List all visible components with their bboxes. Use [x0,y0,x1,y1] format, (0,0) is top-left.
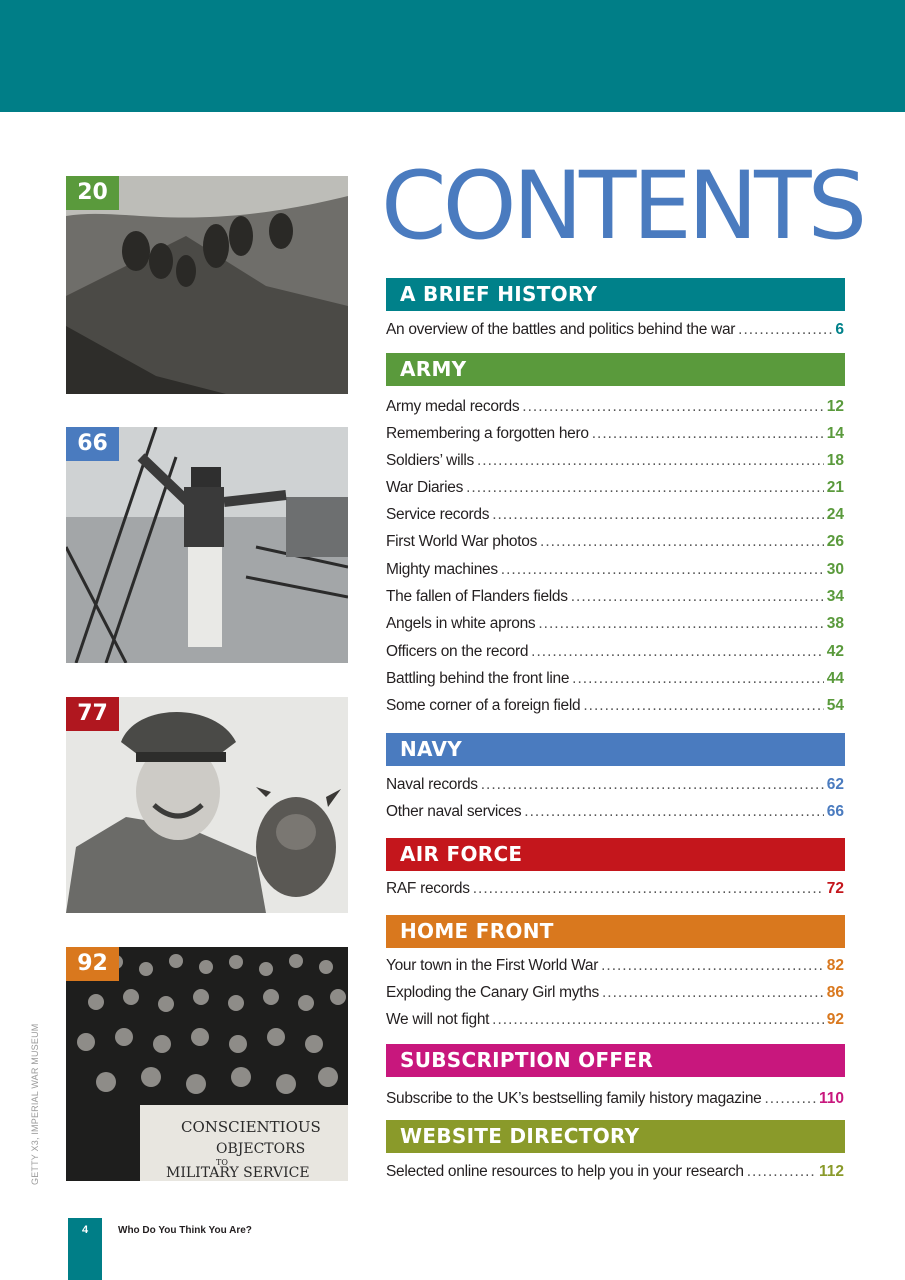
toc-item-title: Naval records [386,776,478,793]
toc-item-title: War Diaries [386,479,464,496]
sign-line-2: OBJECTORS [216,1141,306,1157]
dot-leader [473,877,824,901]
photo-badge: 77 [66,697,119,731]
toc-item[interactable] [386,877,844,901]
toc-item-title: Officers on the record [386,643,529,660]
footer-page-number: 4 [81,1224,89,1236]
toc-item-page: 54 [826,697,844,714]
dot-leader [572,667,824,691]
dot-leader [501,558,824,582]
toc-item[interactable] [386,318,844,342]
photo-credit: GETTY X3, IMPERIAL WAR MUSEUM [30,1023,40,1185]
toc-item-page: 38 [826,615,844,632]
toc-item-page: 86 [826,984,844,1001]
sign-line-4: MILITARY SERVICE [166,1165,310,1181]
toc-item-page: 44 [826,670,844,687]
toc-item-page: 12 [826,398,844,415]
section-header-home-front: HOME FRONT [386,915,845,948]
toc-item[interactable] [386,395,844,419]
section-header-a-brief-history: A BRIEF HISTORY [386,278,845,311]
dot-leader [524,800,823,824]
toc-item-page: 66 [826,803,844,820]
toc-item-title: Mighty machines [386,561,498,578]
section-header-navy: NAVY [386,733,845,766]
toc-item-page: 30 [826,561,844,578]
toc-item-page: 82 [826,957,844,974]
toc-item-title: Soldiers’ wills [386,452,474,469]
toc-item-title: First World War photos [386,533,538,550]
toc-item-page: 110 [818,1090,844,1107]
toc-item[interactable] [386,981,844,1005]
toc-item[interactable] [386,1160,844,1184]
toc-item-page: 18 [826,452,844,469]
toc-item-title: Other naval services [386,803,522,820]
photo-badge: 66 [66,427,119,461]
dot-leader [477,449,824,473]
toc-item[interactable] [386,954,844,978]
dot-leader [466,476,824,500]
dot-leader [583,694,823,718]
toc-item[interactable] [386,449,844,473]
dot-leader [602,981,824,1005]
dot-leader [592,422,824,446]
photo-conscientious-objectors [66,947,348,1181]
toc-item[interactable] [386,667,844,691]
toc-item[interactable] [386,612,844,636]
page-title: CONTENTS [381,152,864,261]
toc-item[interactable] [386,476,844,500]
toc-item-page: 34 [826,588,844,605]
toc-item-page: 112 [818,1163,844,1180]
toc-item-title: Selected online resources to help you in your research [386,1163,744,1180]
toc-item-title: Angels in white aprons [386,615,536,632]
section-header-air-force: AIR FORCE [386,838,845,871]
toc-item-page: 14 [826,425,844,442]
dot-leader [481,773,824,797]
toc-item[interactable] [386,585,844,609]
toc-item-title: An overview of the battles and politics behind the war [386,321,736,338]
toc-item[interactable] [386,694,844,718]
toc-item-page: 72 [826,880,844,897]
toc-item[interactable] [386,422,844,446]
toc-item-page: 26 [826,533,844,550]
photo-badge: 20 [66,176,119,210]
sign-line-1: CONSCIENTIOUS [181,1118,321,1136]
dot-leader [492,503,824,527]
footer-magazine-title: Who Do You Think You Are? [118,1225,252,1236]
dot-leader [540,530,824,554]
toc-item-page: 24 [826,506,844,523]
toc-item-page: 21 [826,479,844,496]
toc-item[interactable] [386,1087,844,1111]
toc-item-title: Exploding the Canary Girl myths [386,984,599,1001]
toc-item-title: Some corner of a foreign field [386,697,581,714]
toc-item-page: 42 [826,643,844,660]
toc-item-title: The fallen of Flanders fields [386,588,568,605]
toc-item-title: RAF records [386,880,470,897]
header-band [0,0,905,112]
toc-item[interactable] [386,503,844,527]
toc-item-page: 92 [826,1011,844,1028]
toc-item[interactable] [386,800,844,824]
toc-item[interactable] [386,530,844,554]
toc-item-title: We will not fight [386,1011,490,1028]
dot-leader [531,640,824,664]
toc-item[interactable] [386,640,844,664]
dot-leader [492,1008,824,1032]
toc-item-title: Army medal records [386,398,520,415]
toc-item-page: 62 [826,776,844,793]
section-header-website-directory: WEBSITE DIRECTORY [386,1120,845,1153]
dot-leader [538,612,823,636]
dot-leader [571,585,824,609]
photo-navy-signaller [66,427,348,663]
toc-item-title: Subscribe to the UK’s bestselling family history magazine [386,1090,762,1107]
photo-badge: 92 [66,947,119,981]
toc-item[interactable] [386,1008,844,1032]
section-header-subscription-offer: SUBSCRIPTION OFFER [386,1044,845,1077]
toc-item-page: 6 [835,321,844,338]
toc-item-title: Battling behind the front line [386,670,570,687]
toc-item-title: Remembering a forgotten hero [386,425,589,442]
toc-item[interactable] [386,773,844,797]
dot-leader [747,1160,816,1184]
dot-leader [738,318,832,342]
section-header-army: ARMY [386,353,845,386]
dot-leader [601,954,824,978]
dot-leader [522,395,823,419]
toc-item[interactable] [386,558,844,582]
toc-item-title: Service records [386,506,490,523]
sign-line-3: TO [216,1158,228,1167]
dot-leader [764,1087,816,1111]
toc-item-title: Your town in the First World War [386,957,599,974]
